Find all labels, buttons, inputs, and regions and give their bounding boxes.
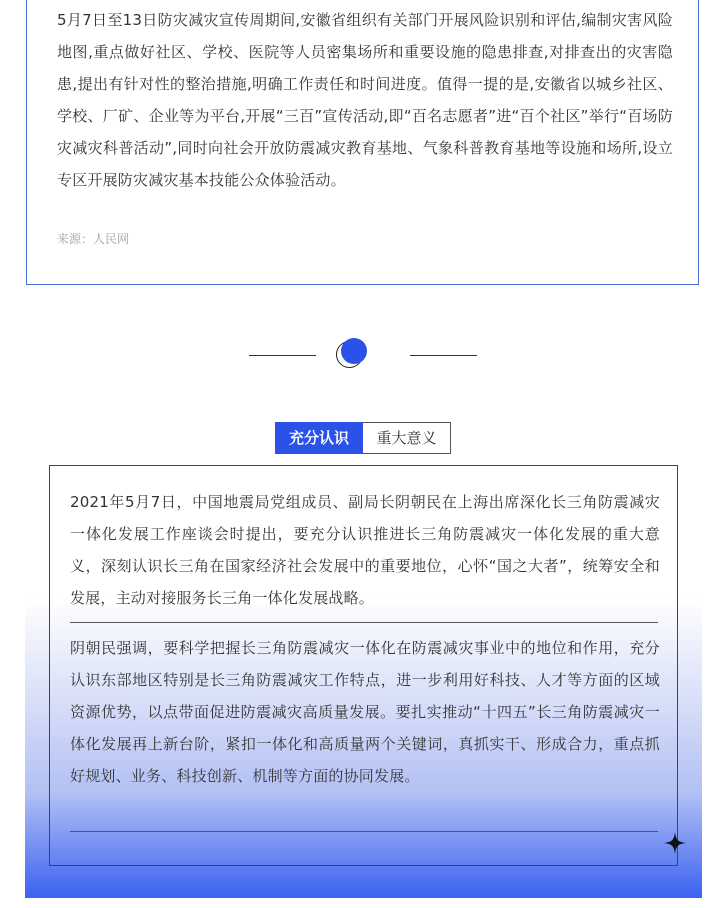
tab-great-significance[interactable]: 重大意义 xyxy=(363,422,451,454)
top-paragraph: 5月7日至13日防灾减灾宣传周期间,安徽省组织有关部门开展风险识别和评估,编制灾害风险地图,重点做好社区、学校、医院等人员密集场所和重要设施的隐患排查,对排查出的灾害隐患,提出有针对性的整治措施,明确工作责任和时间进度。值得一提的是,安徽省以城乡社区、学校、厂矿、企业等为平台,开展“三百”宣传活动,即“百名志愿者”进“百个社区”举行“百场防灾减灾科普活动”,同时向社会开放防震减灾教育基地、气象科普教育基地等设施和场所,设立专区开展防灾减灾基本技能公众体验活动。 xyxy=(57,11,673,189)
sparkle-icon xyxy=(664,832,686,854)
bottom-paragraph-2: 阴朝民强调，要科学把握长三角防震减灾一体化在防震减灾事业中的地位和作用，充分认识东部地区特别是长三角防震减灾工作特点，进一步利用好科技、人才等方面的区域资源优势，以点带面促进防震减灾高质量发展。要扎实推动“十四五”长三角防震减灾一体化发展再上新台阶，紧扣一体化和高质量两个关键词，真抓实干、形成合力，重点抓好规划、业务、科技创新、机制等方面的协同发展。 xyxy=(70,639,660,785)
top-article-box xyxy=(26,0,699,285)
section-tabs xyxy=(275,422,451,454)
divider-line-left xyxy=(249,355,316,356)
source-label: 来源：人民网 xyxy=(57,232,130,246)
tab-full-recognition[interactable]: 充分认识 xyxy=(275,422,363,454)
divider-circle-fill-icon xyxy=(341,338,367,364)
bottom-article-box xyxy=(49,465,678,866)
bottom-rule xyxy=(70,831,658,832)
paragraph-separator xyxy=(70,622,658,623)
bottom-paragraph-1: 2021年5月7日，中国地震局党组成员、副局长阴朝民在上海出席深化长三角防震减灾一体化发展工作座谈会时提出，要充分认识推进长三角防震减灾一体化发展的重大意义，深刻认识长三角在国家经济社会发展中的重要地位，心怀“国之大者”，统筹安全和发展，主动对接服务长三角一体化发展战略。 xyxy=(70,493,660,607)
divider-line-right xyxy=(410,355,477,356)
